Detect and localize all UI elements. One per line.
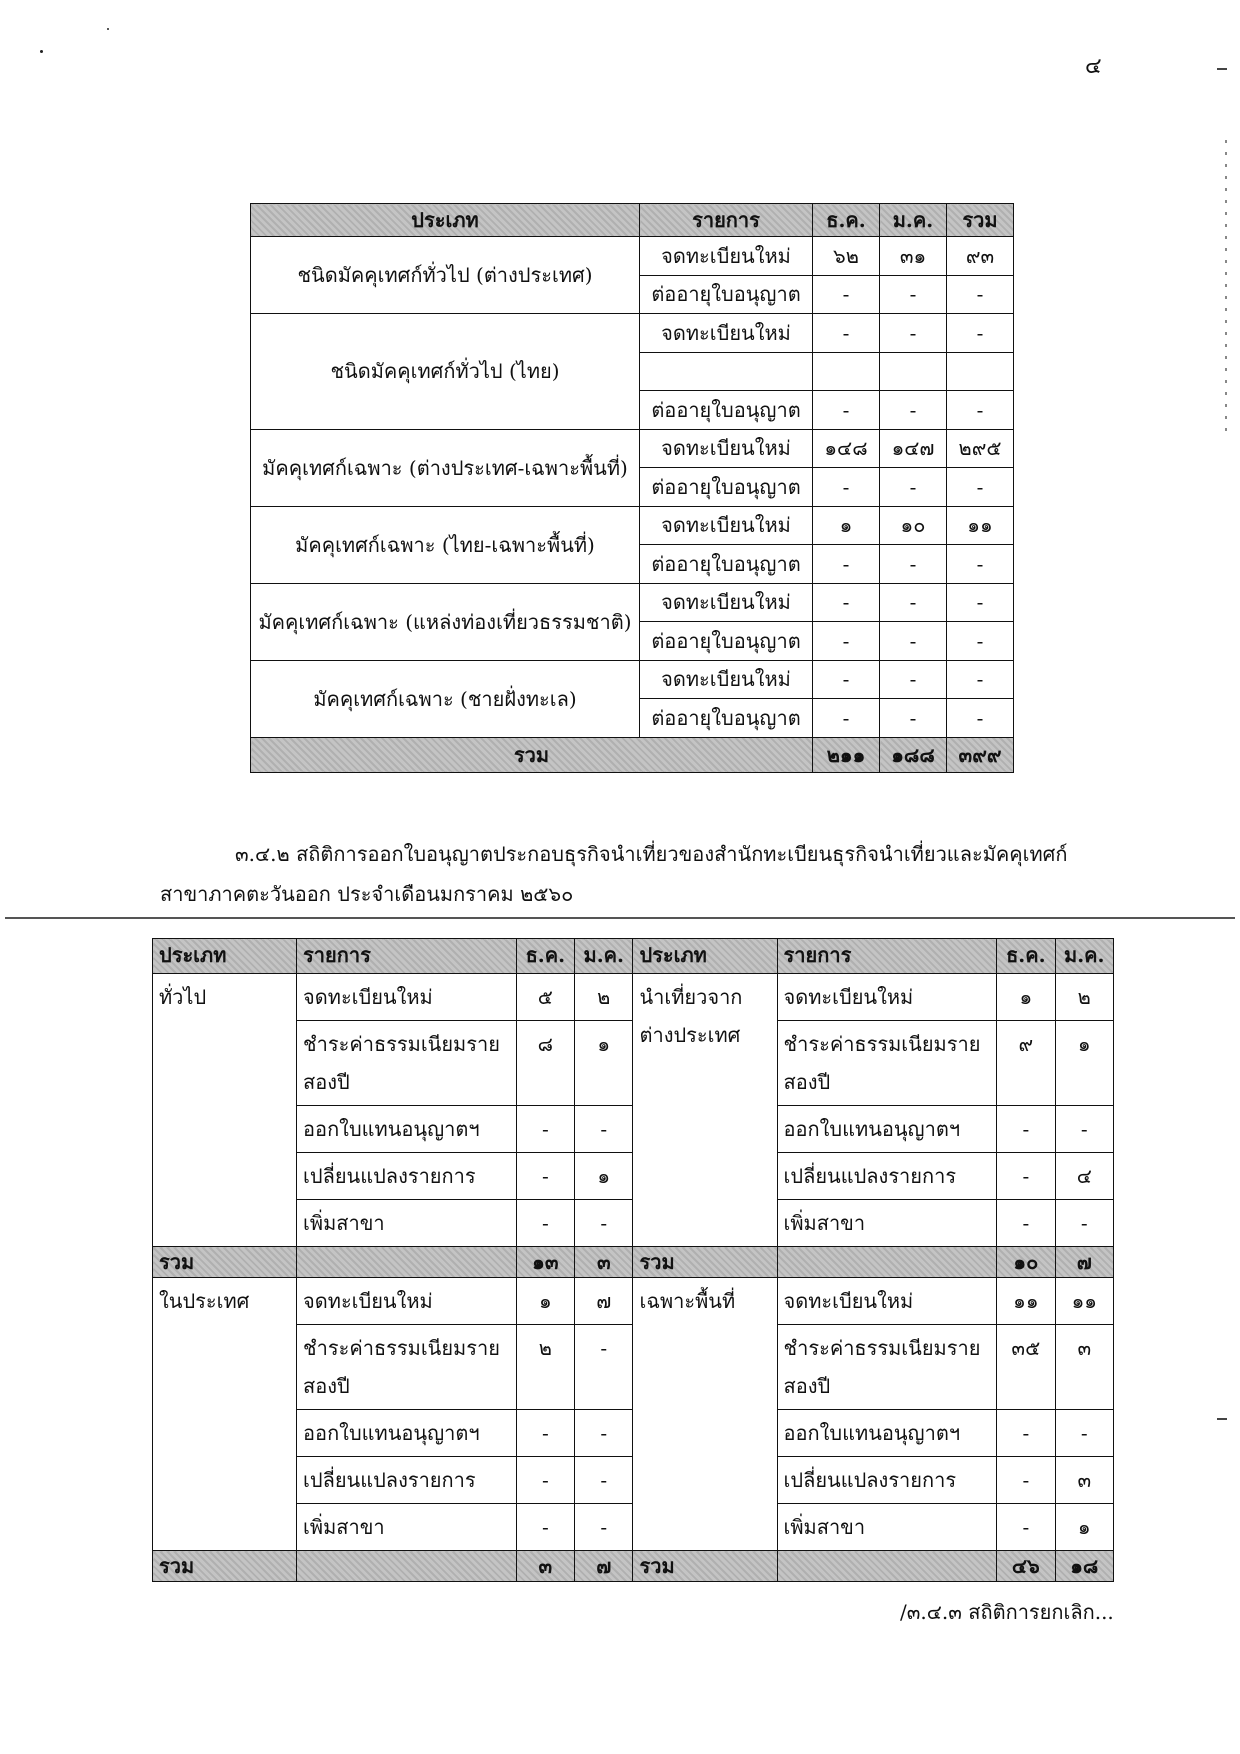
guide-license-table — [250, 203, 1014, 773]
margin-dots — [1225, 140, 1227, 440]
table-row: ชำระค่าธรรมเนียมราย สองปี ๒ - ชำระค่าธรรมเนียมราย สองปี ๓๕ ๓ — [153, 1325, 1114, 1410]
table-row: ต่ออายุใบอนุญาต - - - — [251, 391, 1014, 430]
section-heading-cont: สาขาภาคตะวันออก ประจำเดือนมกราคม ๒๕๖๐ — [160, 882, 574, 906]
total-row: รวม ๒๑๑ ๑๘๘ ๓๙๙ — [251, 737, 1014, 772]
business-license-table: ประเภท รายการ ธ.ค. ม.ค. ประเภท รายการ ธ.ค. ม.ค. ทั่วไป จดทะเบียนใหม่ ๕ ๒ นำเที่ยวจาก ต่างประเทศ จดทะเบียนใหม่ ๑ ๒ ชำระค่าธรรมเนียมราย สองปี ๘ ๑ ชำระค่าธรรมเนียมราย สองปี ๙ ๑ ออกใบแทนอนุญาตฯ - - ออกใบแทนอนุญาตฯ - - เปลี่ยนแปลงรายการ - ๑ เปลี่ยนแปลงรายการ - ๔ เพิ่มสาขา - - เพิ่มสาขา - - รวม ๑๓ ๓ รวม ๑๐ ๗ ในประเทศ จดทะเบียนใหม่ ๑ ๗ เฉพาะพื้นที่ จดทะเบียนใหม่ ๑๑ ๑๑ ชำระค่าธรรมเนียมราย สองปี ๒ - ชำระค่าธรรมเนียมราย สองปี ๓๕ ๓ ออกใบแทนอนุญาตฯ - - ออกใบแทนอนุญาตฯ - - เปลี่ยนแปลงรายการ - - เปลี่ยนแปลงรายการ - ๓ เพิ่มสาขา - - เพิ่มสาขา - ๑ รวม ๓ ๗ รวม ๔๖ ๑๘ — [152, 938, 1114, 1582]
table-row: ต่ออายุใบอนุญาต - - - — [251, 699, 1014, 738]
table-row: เปลี่ยนแปลงรายการ - ๑ เปลี่ยนแปลงรายการ - ๔ — [153, 1153, 1114, 1200]
continuation-note: /๓.๔.๓ สถิติการยกเลิก... — [900, 1600, 1114, 1624]
table-row: ต่ออายุใบอนุญาต - - - — [251, 622, 1014, 661]
subtotal-row: รวม ๓ ๗ รวม ๔๖ ๑๘ — [153, 1551, 1114, 1582]
table-row: ต่ออายุใบอนุญาต - - - — [251, 275, 1014, 314]
scan-speck — [40, 50, 43, 53]
table-row: ชำระค่าธรรมเนียมราย สองปี ๘ ๑ ชำระค่าธรรมเนียมราย สองปี ๙ ๑ — [153, 1021, 1114, 1106]
table-row: เพิ่มสาขา - - เพิ่มสาขา - ๑ — [153, 1504, 1114, 1551]
header-type: ประเภท — [251, 204, 640, 237]
table-row: ทั่วไป จดทะเบียนใหม่ ๕ ๒ นำเที่ยวจาก ต่างประเทศ จดทะเบียนใหม่ ๑ ๒ — [153, 974, 1114, 1021]
margin-mark — [1217, 1418, 1227, 1420]
subtotal-row: รวม ๑๓ ๓ รวม ๑๐ ๗ — [153, 1247, 1114, 1278]
header-item: รายการ — [640, 204, 813, 237]
table-row: ในประเทศ จดทะเบียนใหม่ ๑ ๗ เฉพาะพื้นที่ จดทะเบียนใหม่ ๑๑ ๑๑ — [153, 1278, 1114, 1325]
table-row: มัคคุเทศก์เฉพาะ (ชายฝั่งทะเล) จดทะเบียนใหม่ - - - — [251, 660, 1014, 699]
header-dec: ธ.ค. — [813, 204, 880, 237]
table-row: เพิ่มสาขา - - เพิ่มสาขา - - — [153, 1200, 1114, 1247]
divider — [5, 917, 1235, 919]
table-row: มัคคุเทศก์เฉพาะ (ต่างประเทศ-เฉพาะพื้นที่) จดทะเบียนใหม่ ๑๔๘ ๑๔๗ ๒๙๕ — [251, 429, 1014, 468]
table-row: ต่ออายุใบอนุญาต - - - — [251, 468, 1014, 507]
scan-speck — [107, 28, 109, 30]
page-number: ๔ — [1085, 54, 1102, 79]
table-row: ออกใบแทนอนุญาตฯ - - ออกใบแทนอนุญาตฯ - - — [153, 1106, 1114, 1153]
header-total: รวม — [947, 204, 1014, 237]
header-jan: ม.ค. — [880, 204, 947, 237]
table-row: มัคคุเทศก์เฉพาะ (ไทย-เฉพาะพื้นที่) จดทะเบียนใหม่ ๑ ๑๐ ๑๑ — [251, 506, 1014, 545]
table-row: ชนิดมัคคุเทศก์ทั่วไป (ไทย) จดทะเบียนใหม่ - - - — [251, 314, 1014, 353]
table-row: มัคคุเทศก์เฉพาะ (แหล่งท่องเที่ยวธรรมชาติ) จดทะเบียนใหม่ - - - — [251, 583, 1014, 622]
margin-mark — [1217, 68, 1227, 70]
table-row: ต่ออายุใบอนุญาต - - - — [251, 545, 1014, 584]
table-row: ชนิดมัคคุเทศก์ทั่วไป (ต่างประเทศ) จดทะเบียนใหม่ ๖๒ ๓๑ ๙๓ — [251, 237, 1014, 276]
section-heading: ๓.๔.๒ สถิติการออกใบอนุญาตประกอบธุรกิจนำเที่ยวของสำนักทะเบียนธุรกิจนำเที่ยวและมัคคุเทศก์ — [235, 842, 1068, 866]
table-row: ออกใบแทนอนุญาตฯ - - ออกใบแทนอนุญาตฯ - - — [153, 1410, 1114, 1457]
table-row: เปลี่ยนแปลงรายการ - - เปลี่ยนแปลงรายการ - ๓ — [153, 1457, 1114, 1504]
